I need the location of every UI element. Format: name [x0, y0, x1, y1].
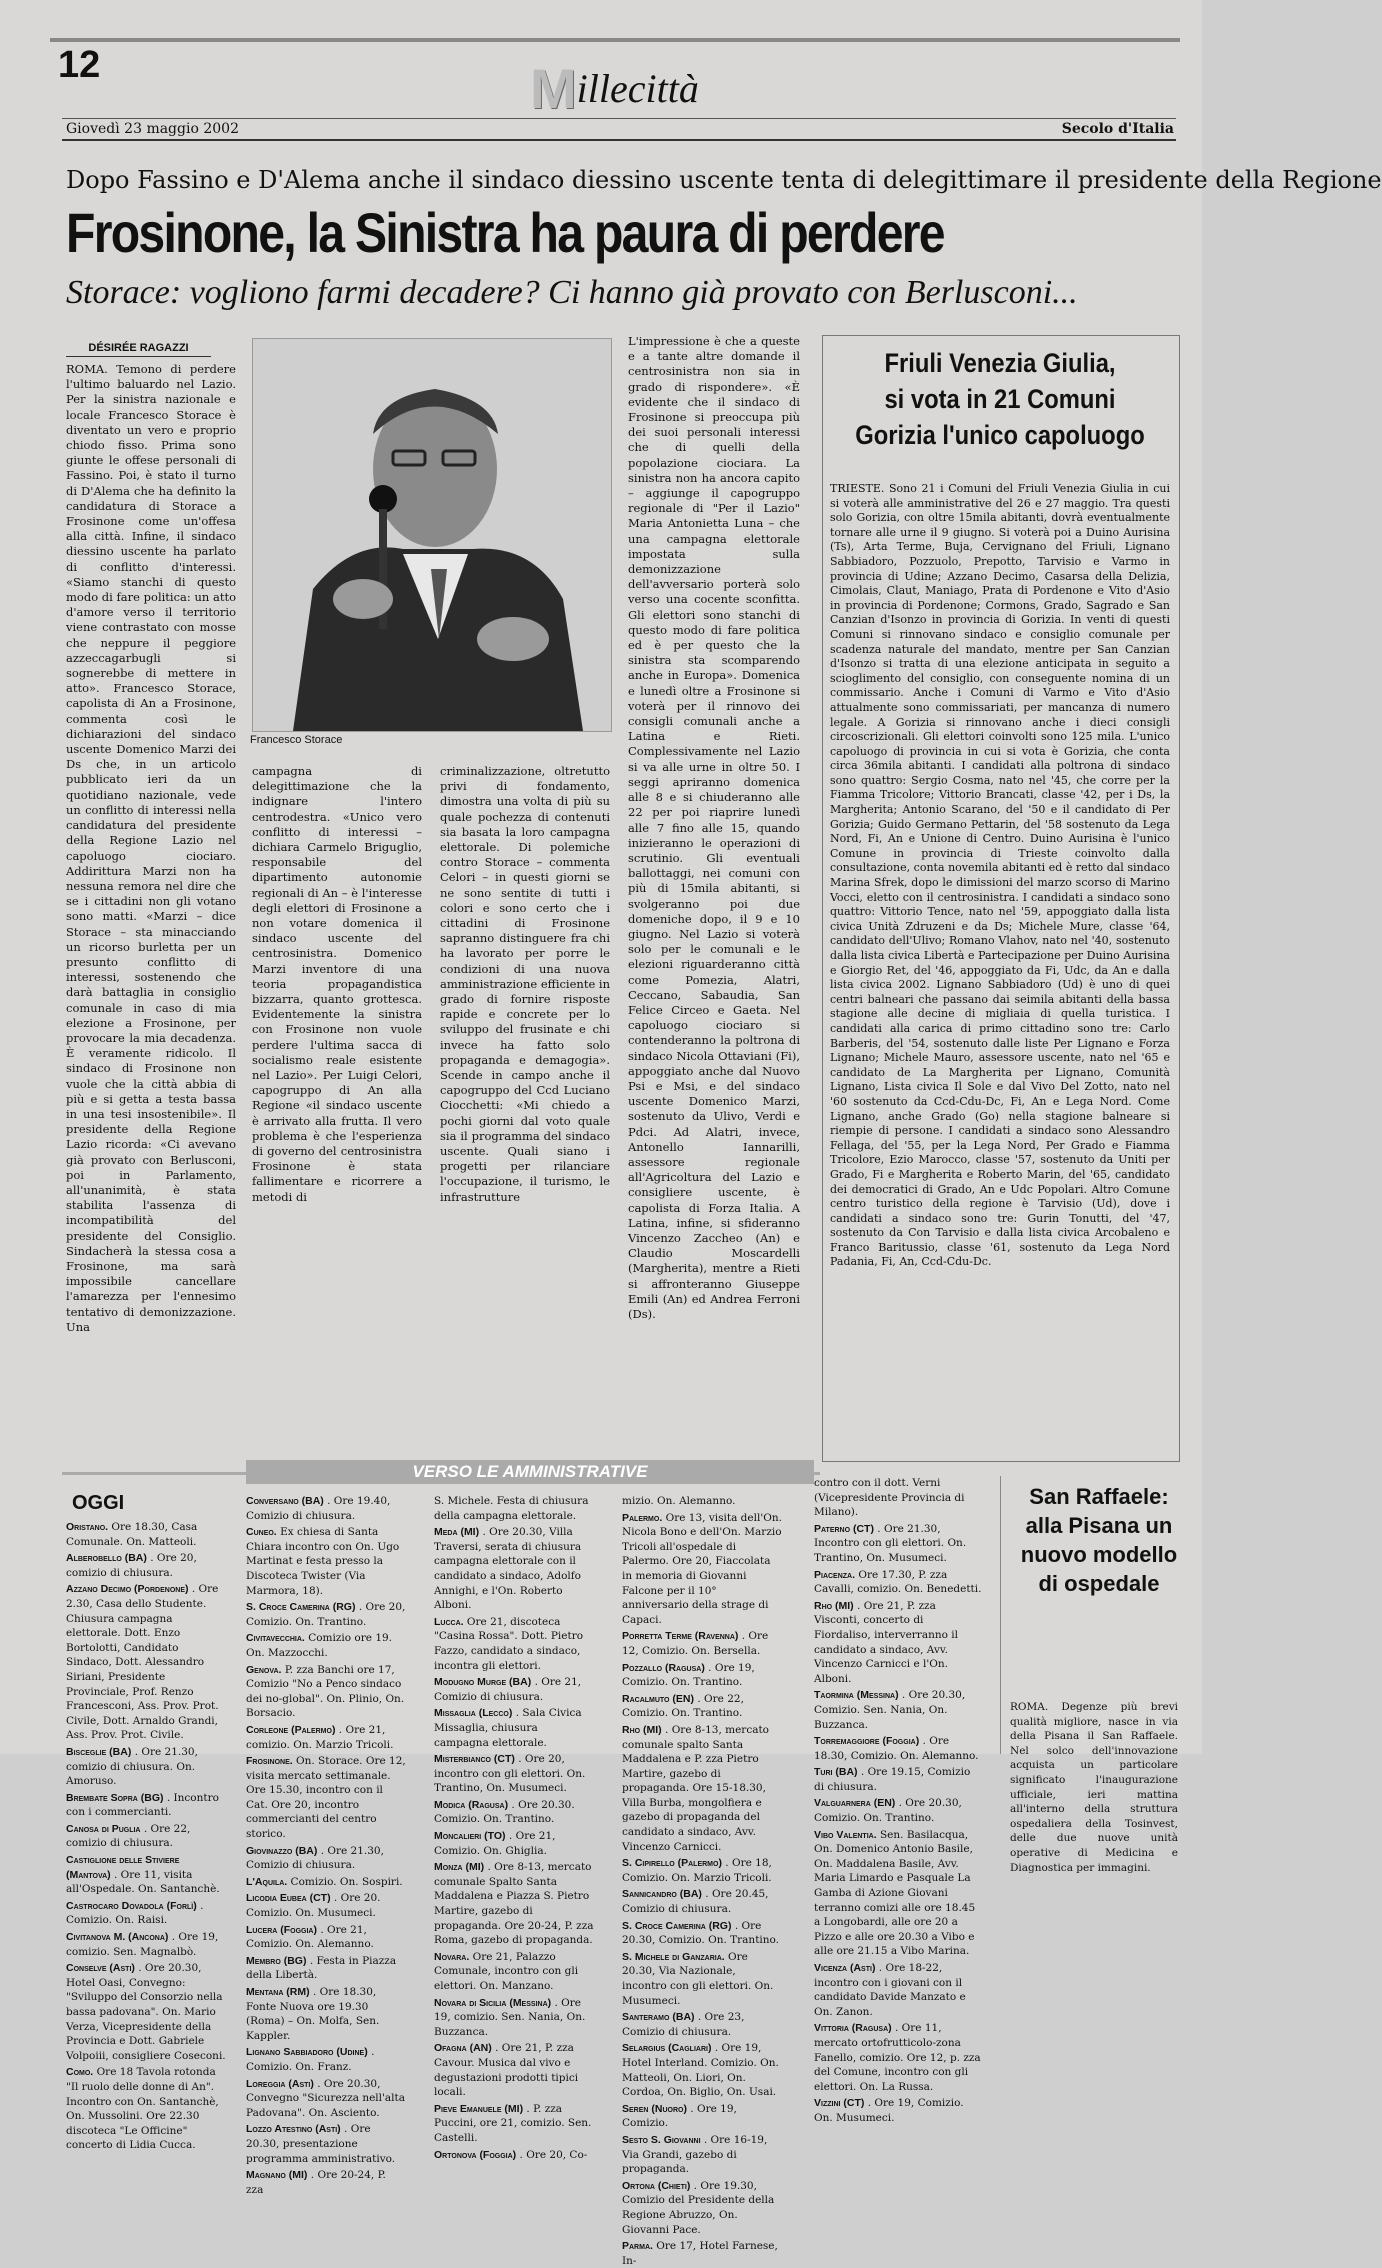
event-detail: . Comizio. On. Raisi. [66, 1899, 204, 1927]
event-detail: . Ore 19.30, Comizio del Presidente della Regione Abruzzo, On. Giovanni Pace. [622, 2179, 775, 2236]
event-place: Palermo. [622, 1511, 663, 1524]
friuli-headline-line-3: Gorizia l'unico capoluogo [855, 420, 1145, 450]
event-item [622, 2102, 782, 2131]
event-item [434, 2041, 594, 2099]
event-item [66, 1899, 226, 1928]
event-detail: . Ore 20.30, Comizio. Sen. Nania, On. Buzzanca. [814, 1689, 966, 1731]
event-item [246, 1875, 406, 1890]
event-detail: . Ore 20, incontro con gli elettori. On. Trantino, On. Musumeci. [434, 1753, 586, 1795]
event-detail: . Ore 22, Comizio. On. Trantino. [622, 1692, 744, 1720]
event-item [66, 1582, 226, 1743]
event-item [434, 1752, 594, 1796]
event-detail: . Ore 11, visita all'Ospedale. On. Santanchè. [66, 1868, 220, 1896]
event-item [66, 1961, 226, 2063]
event-item [246, 1525, 406, 1598]
event-place: Civitanova M. (Ancona) [66, 1931, 169, 1944]
event-item [814, 1734, 982, 1763]
event-item [622, 1856, 782, 1885]
event-detail: Ore 18 Tavola rotonda "Il ruolo delle donne di An". Incontro con On. Santanchè, On. Mussolini. Ore 22.30 discoteca "Le Officine" concerto di Lidia Cucca. [66, 2066, 219, 2152]
event-detail: Ore 17, Hotel Farnese, In- [622, 2240, 778, 2267]
event-item [622, 1692, 782, 1721]
friuli-headline-line-2: si vota in 21 Comuni [884, 384, 1116, 414]
event-detail: . Ore 20.30. Comizio. On. Trantino. [434, 1798, 575, 1826]
event-item [66, 1791, 226, 1820]
event-item [434, 1950, 594, 1994]
event-place: Pozzallo (Ragusa) [622, 1661, 705, 1674]
event-place: Valguarnera (EN) [814, 1797, 896, 1810]
event-place: Canosa di Puglia [66, 1822, 141, 1835]
event-detail: Ore 18.30, Casa Comunale. On. Matteoli. [66, 1521, 198, 1548]
event-place: Monza (MI) [434, 1861, 485, 1874]
event-item [622, 2133, 782, 2177]
page-number: 12 [58, 44, 101, 86]
event-item [622, 2010, 782, 2039]
photo-caption: Francesco Storace [250, 734, 343, 746]
event-detail: Comizio. On. Sospiri. [290, 1875, 403, 1888]
event-detail: . Ore 18.30, Fonte Nuova ore 19.30 (Roma) – On. Molfa, Sen. Kappler. [246, 1986, 380, 2042]
event-place: Taormina (Messina) [814, 1689, 899, 1702]
event-detail: . P. zza Puccini, ore 21, comizio. Sen. Castelli. [434, 2102, 592, 2144]
event-place: Genova. [246, 1663, 282, 1676]
event-item [66, 1745, 226, 1789]
event-detail: . Ore 19, Comizio. On. Trantino. [622, 1661, 755, 1689]
event-detail: . Ore 12, Comizio. On. Bersella. [622, 1630, 769, 1657]
event-place: Seren (Nuoro) [622, 2102, 687, 2115]
event-item [622, 2041, 782, 2099]
event-detail: . Festa in Piazza della Libertà. [246, 1954, 397, 1982]
event-detail: . Ore 21.30, Incontro con gli elettori. On. Trantino, On. Musumeci. [814, 1522, 967, 1564]
event-detail: . Ore 20.30, Comizio. On. Trantino. [814, 1797, 962, 1825]
section-logo [530, 56, 699, 120]
event-item [622, 1723, 782, 1854]
sidebar-divider [1000, 1476, 1001, 1754]
event-detail: . Ore 11, mercato ortofrutticolo-zona Fanello, comizio. Ore 12, p. zza del Comune, incontro con gli elettori. On. La Russa. [814, 2022, 981, 2093]
friuli-headline-line-1: Friuli Venezia Giulia, [884, 348, 1116, 378]
event-item [434, 1615, 594, 1673]
event-detail: . Comizio. On. Franz. [246, 2046, 375, 2073]
event-item [246, 1754, 406, 1842]
event-place: Membro (BG) [246, 1954, 307, 1967]
event-detail: . Ore 20.30, Comizio. On. Trantino. [622, 1919, 780, 1947]
event-place: S. Michele di Ganzaria. [622, 1950, 725, 1963]
event-place: Racalmuto (EN) [622, 1692, 695, 1705]
event-item [622, 2239, 782, 2268]
event-place: Meda (MI) [434, 1526, 480, 1539]
logo-rest: illecittà [576, 66, 699, 111]
story-subhead: Storace: vogliono farmi decadere? Ci hanno già provato con Berlusconi... [66, 274, 1078, 311]
event-place: Lucera (Foggia) [246, 1923, 317, 1936]
event-place: Vittoria (Ragusa) [814, 2022, 892, 2035]
event-detail: . Ore 20.30, Hotel Oasi, Convegno: "Sviluppo del Consorzio nella bassa padovana". On. Mario Verza, Vicepresidente della Provincia e Dott. Gabriele Volpoiii, consigliere Coseconi. [66, 1962, 226, 2062]
event-detail: . Ore 19, Hotel Interland. Comizio. On. Matteoli, On. Liori, On. Cordoa, On. Biglio, On. Usai. [622, 2042, 779, 2099]
event-item [66, 1822, 226, 1851]
story-headline: Frosinone, la Sinistra ha paura di perdere [66, 201, 944, 264]
event-place: Paterno (CT) [814, 1522, 874, 1535]
event-item [246, 1954, 406, 1983]
story-column-1: ROMA. Temono di perdere l'ultimo baluardo nel Lazio. Per la sinistra nazionale e locale Francesco Storace è diventato un vero e proprio chiodo fisso. Prima sono giunte le offese personali di Fassino. Poi, è stato il turno di D'Alema che ha definito la candidatura di Storace a Frosinone come un'offesa alla città. Infine, il sindaco diessino uscente ha parlato di conflitto d'interessi. «Siamo stanchi di questo modo di fare politica: un atto d'amore verso il territorio viene contrastato con mosse che neppure il peggiore azzeccagarbugli si sognerebbe di mettere in atto». Francesco Storace, capolista di An a Frosinone, commenta così le dichiarazioni del sindaco uscente Domenico Marzi dei Ds che, in un articolo pubblicato ieri da un quotidiano nazionale, vede un conflitto di interessi nella candidatura del presidente della Regione Lazio nel capoluogo ciociaro. Addirittura Marzi non ha nessuna remora nel dire che se i cittadini non gli votano sono matti. «Marzi – dice Storace – sta minacciando un ricorso burletta per un presunto conflitto di interessi, sostenendo che darà battaglia in consiglio comunale in caso di mia elezione a Frosinone, per provocare la mia decadenza. È veramente ridicolo. Il sindaco di Frosinone non vuole che la città abbia di più e si getta a testa bassa in una tesi insostenibile». Il presidente della Regione Lazio ricorda: «Ci avevano già provato con Berlusconi, poi in Parlamento, all'unanimità, è stata stabilita l'assenza di incompatibilità del presidente del Consiglio. Sindacherà la stessa cosa a Frosinone, ma sarà impossibile cancellare l'amarezza per l'ennesimo tentativo di demonizzazione. Una [66, 362, 236, 1334]
event-place: Parma. [622, 2240, 653, 2253]
event-detail: . Ore 20, Co- [519, 2148, 588, 2161]
events-column-3 [434, 1494, 594, 2161]
event-place: Castrocaro Dovadola (Forlì) [66, 1899, 197, 1912]
event-detail: . Ore 20.30, Villa Traversi, serata di chiusura campagna elettorale con il candidato a sindaco, Adolfo Annighi, e l'On. Roberto Alboni. [434, 1526, 582, 1612]
event-place: S. Croce Camerina (RG) [246, 1601, 356, 1614]
event-item [246, 1631, 406, 1660]
event-place: Misterbianco (CT) [434, 1753, 515, 1766]
event-place: Novara di Sicilia (Messina) [434, 1996, 552, 2009]
event-item [246, 1600, 406, 1629]
event-detail: Sen. Basilacqua, On. Domenico Antonio Basile, On. Maddalena Basile, Avv. Maria Limardo e Pasquale La Gamba di Azione Giovani terranno comizi alle ore 18.45 a Longobardi, alle ore 20 a Pizzo e alle ore 20.30 a Vibo e alle ore 21.15 a Vibo Marina. [814, 1828, 976, 1958]
event-item [246, 2077, 406, 2121]
event-item [814, 1522, 982, 1566]
oggi-label: OGGI [72, 1492, 125, 1514]
event-place: Loreggia (Asti) [246, 2077, 314, 2090]
event-detail: . Ore 20, Comizio. On. Trantino. [246, 1601, 406, 1628]
event-detail: . Incontro con i commercianti. [66, 1791, 219, 1819]
dateline [62, 118, 1176, 141]
event-detail: . Ore 21, comizio. On. Marzio Tricoli. [246, 1723, 394, 1751]
event-detail: . Ore 20. Comizio. On. Musumeci. [246, 1892, 381, 1920]
issue-date: Giovedì 23 maggio 2002 [66, 121, 239, 137]
event-item [246, 1891, 406, 1920]
event-detail: Comizio ore 19. On. Mazzocchi. [246, 1632, 393, 1659]
event-place: Novara. [434, 1950, 470, 1963]
event-detail: . Ore 21.30, comizio di chiusura. On. Amoruso. [66, 1745, 198, 1788]
event-place: Sesto S. Giovanni [622, 2133, 701, 2146]
event-detail: mizio. On. Alemanno. [622, 1495, 736, 1507]
event-detail: . Ore 8-13, mercato comunale spalto Santa Maddalena e P. zza Pietro Martire, gazebo di propaganda. Ore 15-18.30, Villa Burba, mongolfiera e gazebo di propaganda del candidato a sindaco, Avv. Vincenzo Carnicci. [622, 1723, 770, 1853]
event-item [434, 1494, 594, 1523]
story-column-2: campagna di delegittimazione che la indignare l'intero centrodestra. «Unico vero conflitto di interessi – dichiara Carmelo Briguglio, responsabile del dipartimento autonomie regionali di An – è l'interesse degli elettori di Frosinone a non votare domenica il sindaco uscente del centrosinistra. Domenico Marzi inventore di una teoria propagandistica bizzarra, quanto grottesca. Evidentemente la sinistra con Frosinone non vuole perdere l'ultima sacca di socialismo reale esistente nel Lazio». Per Luigi Celori, capogruppo di An alla Regione «il sindaco uscente è arrivato alla frutta. Il vero problema è che l'esperienza di governo del centrosinistra Frosinone è stata fallimentare e ricorrere a metodi di [252, 764, 422, 1204]
event-item [434, 1829, 594, 1858]
event-item [622, 1919, 782, 1948]
event-item [622, 1887, 782, 1916]
event-place: Vibo Valentia. [814, 1828, 877, 1841]
event-detail: Ore 13, visita dell'On. Nicola Bono e dell'On. Marzio Tricoli all'ospedale di Palermo. Ore 20, Fiaccolata in memoria di Giovanni Falcone per il 10° anniversario della strage di Capaci. [622, 1511, 782, 1626]
event-item [814, 2021, 982, 2094]
event-detail: . Ore 18.30, Comizio. On. Alemanno. [814, 1735, 979, 1762]
event-place: Lignano Sabbiadoro (Udine) [246, 2046, 368, 2059]
event-place: Pieve Emanuele (MI) [434, 2102, 524, 2115]
event-item [246, 2045, 406, 2074]
logo-initial: M [530, 57, 577, 120]
san-raffaele-text: ROMA. Degenze più brevi qualità migliore, nasce in via della Pisana il San Raffaele. Nel solco dell'innovazione acquista un particolare significato l'inaugurazione ufficiale, ieri mattina all'interno della struttura ospedaliera della Tosinvest, delle due nuove unità operative di Medicina e Diagnostica per immagini. [1010, 1701, 1178, 1874]
san-raffaele-headline: San Raffaele: alla Pisana un nuovo modello di ospedale [1020, 1484, 1178, 1596]
events-column-5 [814, 1476, 982, 2124]
event-detail: Ore 20.30, Via Nazionale, incontro con gli elettori. On. Musumeci. [622, 1950, 774, 2007]
event-place: Licodia Eubea (CT) [246, 1892, 331, 1905]
event-detail: . Ore 20.45, Comizio di chiusura. [622, 1888, 769, 1916]
event-item [622, 1494, 782, 1509]
event-detail: . Ore 21.30, Comizio di chiusura. [246, 1844, 384, 1872]
event-place: Porretta Terme (Ravenna) [622, 1630, 739, 1643]
portrait-illustration [253, 339, 611, 731]
event-place: Modugno Murge (BA) [434, 1676, 532, 1689]
event-detail: . Ore 20.30, Convegno "Sicurezza nell'alta Padovana". On. Asciento. [246, 2077, 406, 2119]
event-place: Conselve (Asti) [66, 1962, 135, 1975]
event-place: Vizzini (CT) [814, 2097, 865, 2110]
event-place: Ortonova (Foggia) [434, 2148, 517, 2161]
event-item [246, 1985, 406, 2043]
event-detail: . Ore 19, comizio. Sen. Magnalbò. [66, 1931, 219, 1958]
event-item [246, 2168, 406, 2197]
event-detail: . Ore 19, Comizio. On. Musumeci. [814, 2097, 964, 2124]
event-item [814, 1476, 982, 1520]
event-item [434, 2148, 594, 2163]
event-item [814, 1568, 982, 1597]
event-place: Turi (BA) [814, 1766, 858, 1779]
event-detail: contro con il dott. Verni (Vicepresidente Provincia di Milano). [814, 1477, 965, 1519]
event-place: Ortona (Chieti) [622, 2179, 691, 2192]
event-detail: . Ore 23, Comizio di chiusura. [622, 2011, 745, 2038]
event-item [246, 1494, 406, 1523]
event-detail: . Ore 21, Comizio. On. Ghiglia. [434, 1830, 556, 1857]
event-detail: P. zza Banchi ore 17, Comizio "No a Penco sindaco dei no-global". On. Plinio, On. Borsacio. [246, 1663, 405, 1720]
events-column-2 [246, 1494, 406, 2196]
byline: DÉSIRÉE RAGAZZI [66, 342, 211, 357]
event-detail: . Ore 20.30, presentazione programma amministrativo. [246, 2123, 396, 2165]
event-detail: . Ore 20-24, P. zza [246, 2169, 386, 2196]
friuli-text: TRIESTE. Sono 21 i Comuni del Friuli Venezia Giulia in cui si voterà alle amministrative del 26 e 27 maggio. Tra questi solo Gorizia, con oltre 15mila abitanti, dovrà eventualmente tornare alle urne il 9 giugno. Si voterà poi a Duino Aurisina (Ts), Arta Terme, Buja, Cervignano del Friuli, Lignano Sabbiadoro, Pozzuolo, Prepotto, Tarvisio e Varmo in provincia di Udine; Azzano Decimo, Casarsa della Delizia, Cimolais, Claut, Maniago, Prata di Pordenone e Vito d'Asio in provincia di Pordenone; Cormons, Grado, Sagrado e San Canzian d'Isonzo in provincia di Gorizia. In venti di questi Comuni si rinnovano sindaco e consiglio comunale per scadenza naturale del mandato, mentre per San Canzian d'Isonzo si tratta di una elezione anticipata in seguito a scioglimento del consiglio, con conseguente nomina di un commissario. Anche i Comuni di Varmo e Vito d'Asio attualmente sono commissariati, per mancanza di numero legale. A Gorizia si rinnovano anche i dieci consigli circoscrizionali. Gli elettori coinvolti sono 125 mila. L'unico capoluogo di provincia in cui si vota è Gorizia, che conta circa 36mila abitanti. I candidati alla poltrona di sindaco sono quattro: Sergio Cosma, nato nel '45, che corre per la Fiamma Tricolore; Vittorio Brancati, classe '42, per i Ds, la Margherita; Antonio Scarano, del '50 e il candidato di Per Gorizia; Guido Germano Pettarin, del '58 sostenuto da Lega Nord, Fi, An e Unione di Centro. Duino Aurisina è l'unico Comune in provincia di Trieste coinvolto dalla consultazione, conta novemila abitanti ed è retto dal sindaco Marina Sfrek, dopo le dimissioni del marzo scorso di Marino Vocci, eletto con il centrosinistra. I candidati a sindaco sono quattro: Vittorio Tence, nato nel '59, appoggiato dalla lista civica Unità Zdruzeni e da Ds; Michele Mure, classe '64, candidato dell'Ulivo; Romano Vlahov, nato nel '40, sostenuto dalla lista civica Libertà e Partecipazione per Duino Aurisina e Giorgio Ret, del '46, appoggiato da Fi, Udc, da An e dalla lista civica 2002. Lignano Sabbiadoro (Ud) è uno di quei centri balneari che passano dai seimila abitanti della bassa stagione alle decine di migliaia di quella turistica. I candidati alla carica di primo cittadino sono tre: Carlo Barberis, del '54, sostenuto dalle liste Per Lignano e Forza Lignano; Michele Mauro, assessore uscente, nato nel '65 e candidato de La Margherita per Lignano, Comunità Lignano, Lista civica Il Sole e dal Vivo Del Zotto, nato nel '60 sostenuto da Ccd-Cdu-Dc, Fi, An e Lega Nord. Come Lignano, anche Grado (Go) nella stagione balneare si riempie di persone. I candidati a sindaco sono Alessandro Fellaga, del '55, per la Lega Nord, Per Grado e Fiamma Tricolore, Ezio Marocco, classe '57, sostenuto da Uniti per Grado, Fi e Margherita e Roberto Marin, del '65, candidato dei democratici di Grado, An e Udc Popolari. Altro Comune centro turistico della regione è Tarvisio (Ud), dove i candidati a sindaco sono tre: Gurin Tonutti, del '47, sostenuto da Con Tarvisio e dalla lista civica Arcobaleno e Franco Baritussio, classe '61, sostenuto da Lega Nord Padania, Fi, An, Ccd-Cdu-Dc. [830, 482, 1170, 1269]
event-place: Brembate Sopra (BG) [66, 1791, 164, 1804]
event-place: Lucca. [434, 1615, 464, 1628]
event-item [622, 1629, 782, 1658]
event-item [246, 1923, 406, 1952]
event-place: Alberobello (BA) [66, 1552, 147, 1565]
event-place: Moncalieri (TO) [434, 1830, 506, 1843]
event-item [66, 1551, 226, 1580]
event-detail: . Ore 18, Comizio. On. Marzio Tricoli. [622, 1857, 772, 1884]
event-place: Ofagna (AN) [434, 2042, 492, 2055]
event-detail: On. Storace. Ore 12, visita mercato settimanale. Ore 15.30, incontro con il Cat. Ore 20, incontro commercianti del centro storico. [246, 1755, 406, 1841]
event-place: Castiglione delle Stiviere (Mantova) [66, 1854, 180, 1881]
event-item [66, 1520, 226, 1549]
event-place: Frosinone. [246, 1755, 293, 1768]
event-detail: . Ore 19.15, Comizio di chiusura. [814, 1766, 971, 1793]
event-place: Piacenza. [814, 1568, 856, 1581]
event-detail: . Ore 19.40, Comizio di chiusura. [246, 1495, 391, 1522]
event-detail: Ore 21, discoteca "Casina Rossa". Dott. Pietro Fazzo, candidato a sindaco, incontra gli elettori. [434, 1615, 584, 1672]
event-item [622, 1950, 782, 2008]
story-column-4: L'impressione è che a queste e a tante altre domande il centrosinistra non sia in grado di rispondere». «È evidente che il sindaco di Frosinone si preoccupa più dei suoi personali interessi che di quelli della popolazione ciociara. La sinistra non ha ancora capito – aggiunge il capogruppo regionale di "Per il Lazio" Maria Antonietta Luna – che una campagna elettorale impostata sulla demonizzazione dell'avversario porterà solo verso una cocente sconfitta. Gli elettori sono stanchi di questo modo di fare politica ed è per questo che la sinistra sta scomparendo anche in Europa». Domenica e lunedì oltre a Frosinone si voterà per il rinnovo dei consigli comunali anche a Latina e Rieti. Complessivamente nel Lazio si va alle urne in oltre 50. I seggi apriranno domenica alle 8 e si chiuderanno alle 22 per poi riaprire lunedì alle 7 fino alle 15, quando inizieranno le operazioni di scrutinio. Gli eventuali ballottaggi, nei comuni con più di 15mila abitanti, si svolgeranno poi due domeniche dopo, il 9 e 10 giugno. Nel Lazio si voterà solo per le comunali e le elezioni riguarderanno città come Pomezia, Alatri, Ceccano, Sabaudia, San Felice Circeo e Gaeta. Nel capoluogo ciociaro si contenderanno la poltrona di sindaco Nicola Ottaviani (Fi), appoggiato anche dal Nuovo Psi e Msi, e del sindaco uscente Domenico Marzi, sostenuto da Ulivo, Verdi e Pdci. Ad Alatri, invece, Antonello Iannarilli, assessore regionale all'Agricoltura del Lazio e consigliere uscente, è capolista di Forza Italia. A Latina, infine, si sfideranno Vincenzo Zaccheo (An) e Claudio Moscardelli (Margherita), mentre a Rieti si affronteranno Giuseppe Emili (An) ed Andrea Ferroni (Ds). [628, 334, 800, 1321]
event-detail: . Ore 2.30, Casa dello Studente. Chiusura campagna elettorale. Dott. Enzo Bortolotti, Candidato Sindaco, Dott. Alessandro Siriani, Presidente Provinciale, Prof. Renzo Francesconi, Ass. Prov. Prot. Civile, Dott. Arnaldo Grandi, Ass. Prov. Prot. Civile. [66, 1583, 219, 1742]
event-place: Como. [66, 2066, 94, 2079]
event-detail: . Ore 16-19, Via Grandi, gazebo di propaganda. [622, 2133, 768, 2176]
storace-photo [252, 338, 612, 732]
event-detail: . Ore 19, comizio. Sen. Nania, On. Buzzanca. [434, 1996, 586, 2038]
event-item [622, 1661, 782, 1690]
event-detail: Ex chiesa di Santa Chiara incontro con On. Ugo Martinat e festa presso la Discoteca Twister (Via Marmora, 18). [246, 1526, 400, 1597]
event-place: Rho (MI) [622, 1723, 662, 1736]
story-column-3: criminalizzazione, oltretutto privi di fondamento, dimostra una volta di più su quale pochezza di contenuti sia basata la loro campagna elettorale. Di polemiche contro Storace – commenta Celori – in questi giorni se ne sono sentite di tutti i colori e sono certo che i cittadini di Frosinone sapranno distinguere fra chi ha lavorato per porre le condizioni di una nuova amministrazione efficiente in grado di fornire risposte rapide e concrete per lo sviluppo del frusinate e chi invece ha fatto solo propaganda e demagogia». Scende in campo anche il capogruppo del Ccd Luciano Ciocchetti: «Mi chiedo a pochi giorni dal voto quale sia il programma del sindaco uscente. Quali siano i progetti per rilanciare l'occupazione, il turismo, le infrastrutture [440, 764, 610, 1204]
event-place: Giovinazzo (BA) [246, 1844, 318, 1857]
event-detail: . Ore 20, comizio di chiusura. [66, 1552, 197, 1579]
event-item [814, 1796, 982, 1825]
event-place: Cuneo. [246, 1526, 277, 1539]
event-place: L'Aquila. [246, 1875, 288, 1888]
event-detail: . Ore 18-22, incontro con i giovani con il candidato Davide Manzato e On. Zanon. [814, 1962, 966, 2018]
event-item [434, 1860, 594, 1948]
event-place: Azzano Decimo (Pordenone) [66, 1583, 189, 1596]
event-item [814, 2096, 982, 2125]
event-item [246, 2122, 406, 2166]
event-item [814, 1688, 982, 1732]
event-place: Conversano (BA) [246, 1495, 324, 1507]
event-place: Selargius (Cagliari) [622, 2042, 712, 2055]
event-item [434, 1525, 594, 1613]
event-item [434, 1996, 594, 2040]
event-item [434, 1798, 594, 1827]
event-item [814, 1828, 982, 1959]
event-item [66, 2065, 226, 2153]
event-place: Magnano (MI) [246, 2169, 308, 2182]
event-item [246, 1663, 406, 1721]
event-item [66, 1853, 226, 1897]
event-place: Sannicandro (BA) [622, 1888, 702, 1901]
event-place: Lozzo Atestino (Asti) [246, 2123, 341, 2136]
event-place: Mentana (RM) [246, 1986, 310, 1998]
event-place: Vicenza (Asti) [814, 1962, 876, 1974]
event-item [434, 1706, 594, 1750]
event-place: Torremaggiore (Foggia) [814, 1735, 920, 1748]
event-detail: . Ore 21, P. zza Visconti, concerto di Fiordaliso, interverranno il candidato a sindaco, Avv. Vincenzo Carnicci e l'On. Alboni. [814, 1599, 958, 1685]
event-item [246, 1723, 406, 1752]
event-place: Rho (MI) [814, 1599, 854, 1612]
events-column-1 [66, 1520, 226, 2152]
event-item [434, 2102, 594, 2146]
event-detail: . Ore 19, Comizio. [622, 2102, 737, 2130]
event-detail: . Ore 8-13, mercato comunale Spalto Santa Maddalena e Piazza S. Pietro Martire, gazebo di propaganda. Ore 20-24, P. zza Roma, gazebo di propaganda. [434, 1861, 594, 1947]
event-item [434, 1675, 594, 1704]
event-item [814, 1599, 982, 1687]
event-item [622, 2179, 782, 2237]
newspaper-name: Secolo d'Italia [1061, 121, 1174, 137]
event-item [814, 1961, 982, 2019]
events-column-4 [622, 1494, 782, 2267]
event-place: Corleone (Palermo) [246, 1723, 336, 1736]
event-place: Modica (Ragusa) [434, 1798, 509, 1811]
event-place: Missaglia (Lecco) [434, 1707, 513, 1720]
event-item [622, 1511, 782, 1628]
events-strip-title: VERSO LE AMMINISTRATIVE [246, 1460, 814, 1484]
event-detail: S. Michele. Festa di chiusura della campagna elettorale. [434, 1495, 589, 1522]
event-item [814, 1765, 982, 1794]
event-detail: . Ore 22, comizio di chiusura. [66, 1822, 191, 1850]
event-item [246, 1844, 406, 1873]
event-detail: . Ore 21, Comizio. On. Alemanno. [246, 1923, 374, 1951]
event-place: Santeramo (BA) [622, 2011, 695, 2024]
event-detail: Ore 21, Palazzo Comunale, incontro con gli elettori. On. Manzano. [434, 1950, 579, 1992]
friuli-headline [843, 345, 1156, 453]
event-place: S. Cipirello (Palermo) [622, 1857, 722, 1870]
event-detail: Ore 17.30, P. zza Cavalli, comizio. On. Benedetti. [814, 1568, 982, 1596]
event-place: Bisceglie (BA) [66, 1745, 132, 1758]
event-item [66, 1930, 226, 1959]
event-place: Civitavecchia. [246, 1632, 305, 1645]
event-place: Oristano. [66, 1521, 109, 1533]
event-detail: . Sala Civica Missaglia, chiusura campagna elettorale. [434, 1707, 582, 1749]
top-rule [50, 38, 1180, 42]
event-detail: . Ore 21, P. zza Cavour. Musica dal vivo e degustazioni prodotti tipici locali. [434, 2042, 579, 2099]
event-detail: . Ore 21, Comizio di chiusura. [434, 1676, 582, 1703]
story-kicker: Dopo Fassino e D'Alema anche il sindaco diessino uscente tenta di delegittimare il presidente della Regione [66, 166, 1382, 194]
event-place: S. Croce Camerina (RG) [622, 1919, 732, 1932]
